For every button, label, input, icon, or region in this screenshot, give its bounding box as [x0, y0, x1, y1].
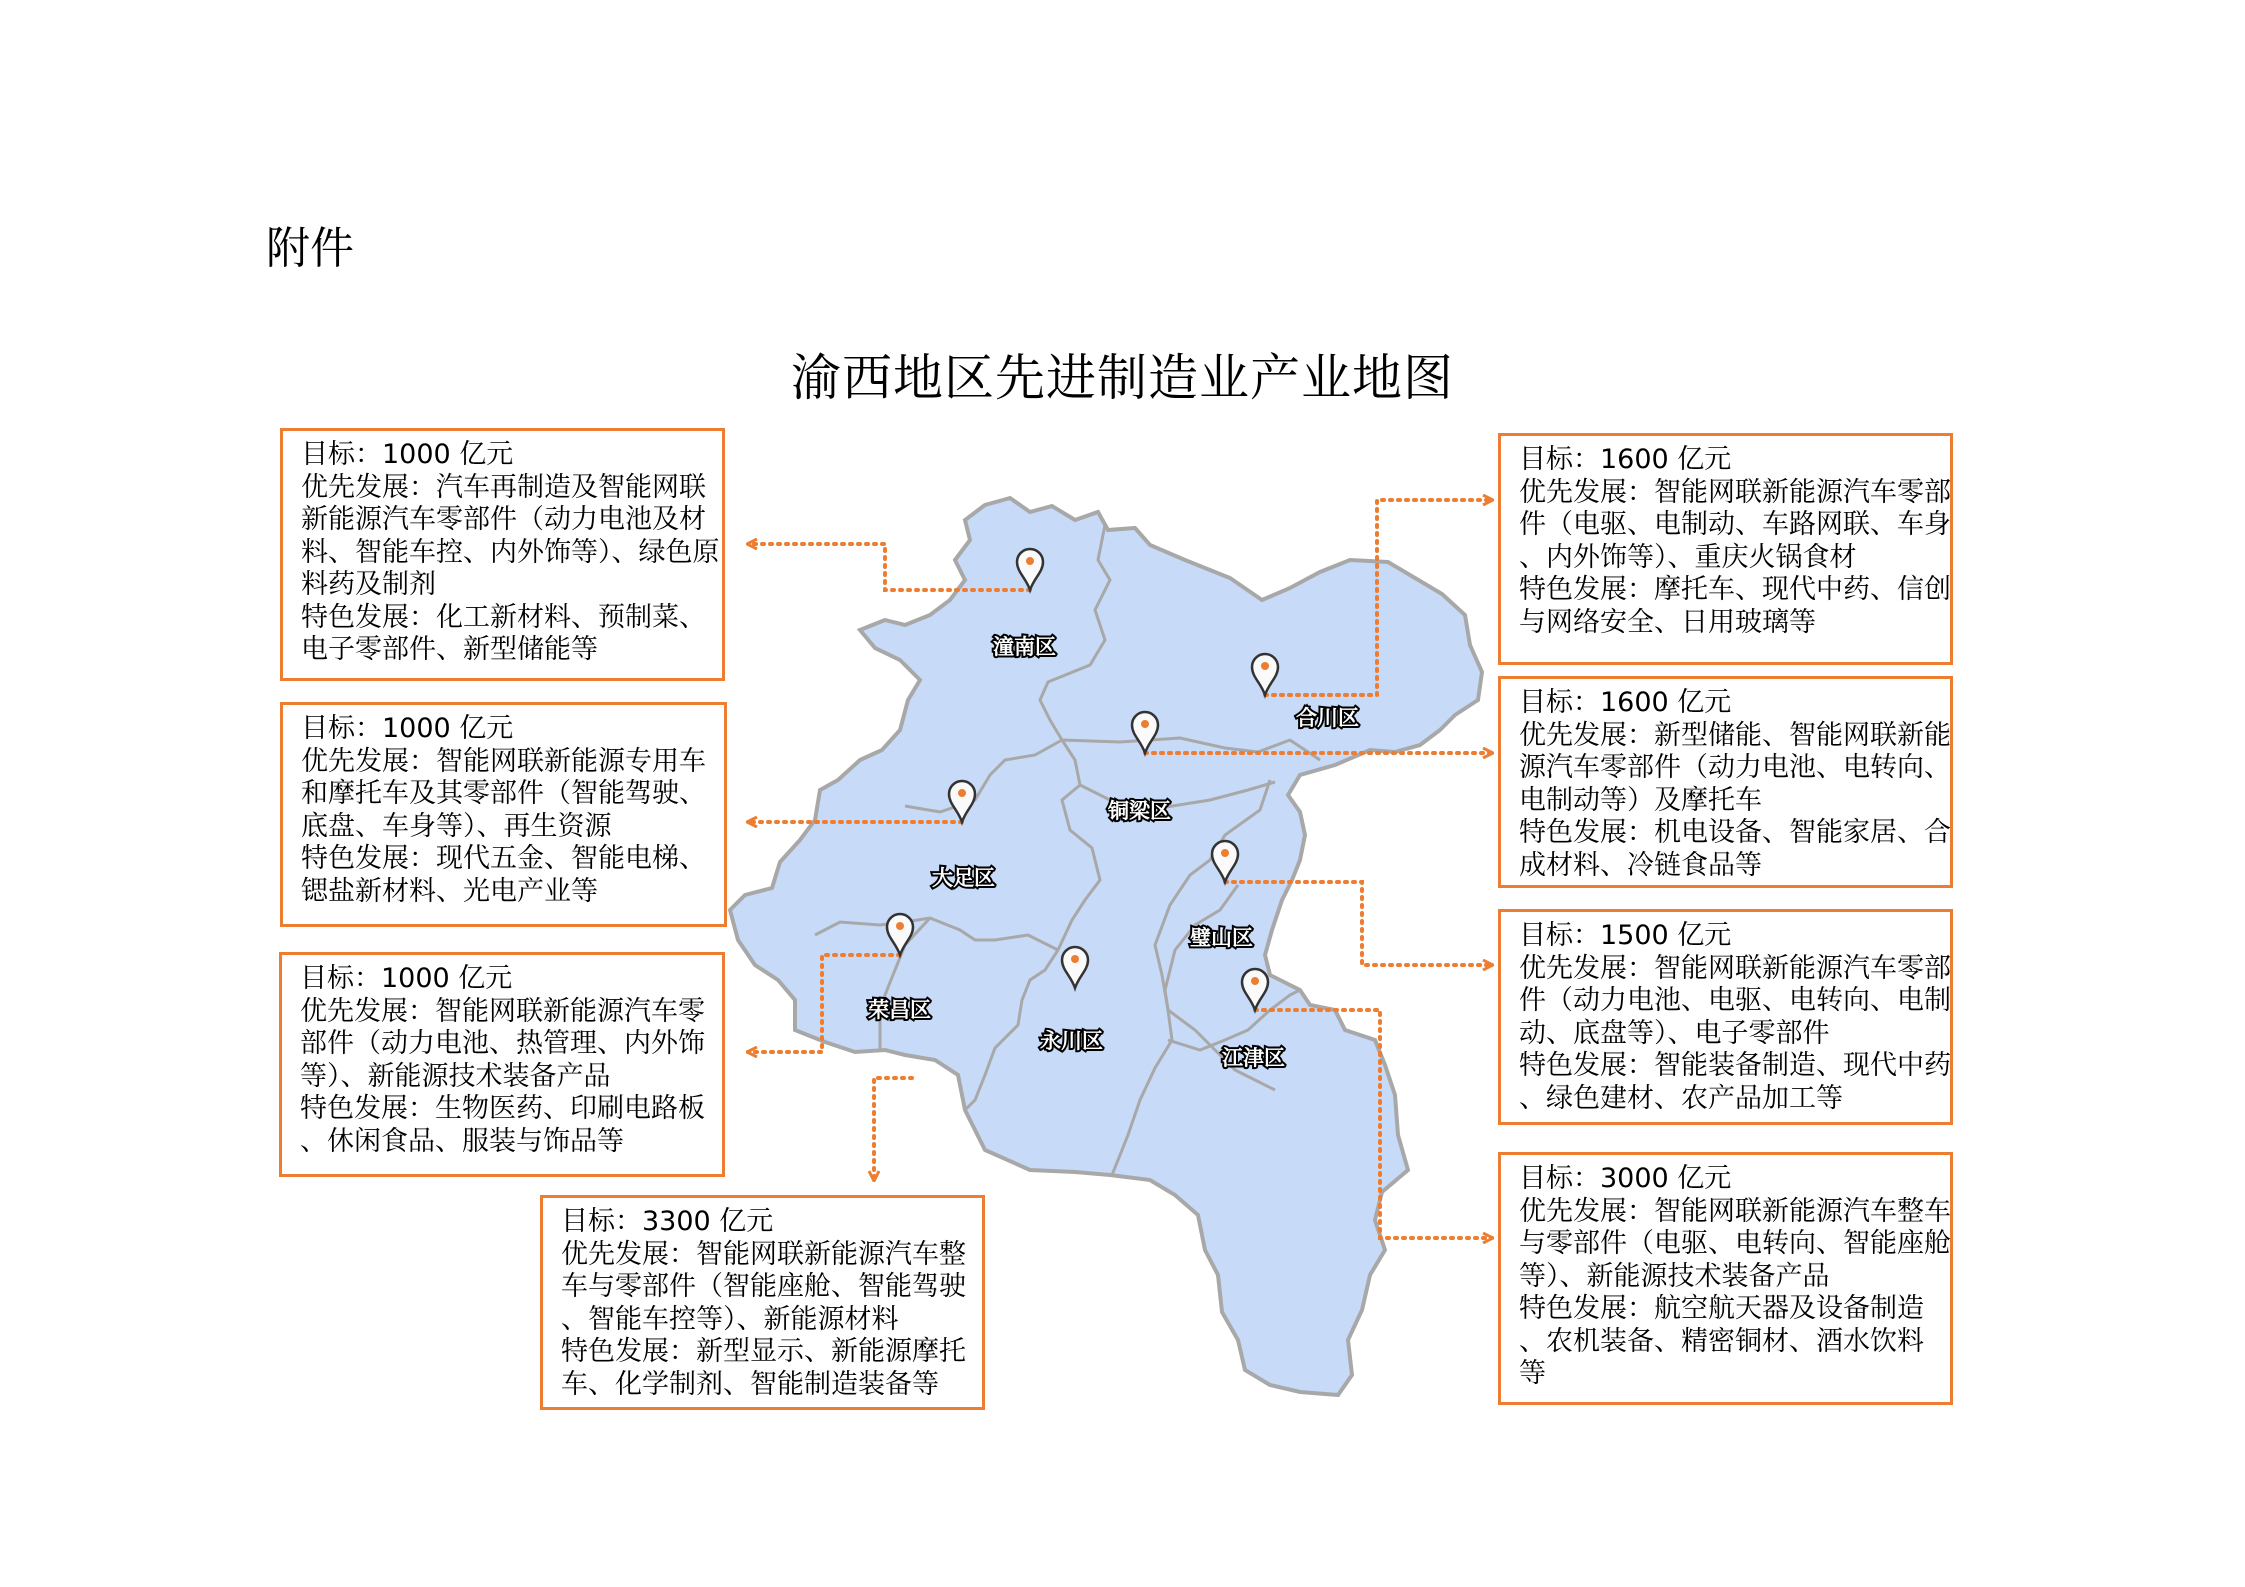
info-line: 动、底盘等）、电子零部件 — [1519, 1017, 1830, 1049]
info-line: 底盘、车身等）、再生资源 — [301, 810, 612, 842]
info-box-yongchuan — [540, 1195, 985, 1410]
info-line: 特色发展：新型显示、新能源摩托 — [561, 1336, 966, 1367]
info-line: 目标：1500 亿元 — [1519, 920, 1732, 951]
info-line: 等）、新能源技术装备产品 — [300, 1060, 611, 1092]
info-line: 车与零部件（智能座舱、智能驾驶 — [561, 1271, 966, 1302]
info-line: 优先发展：智能网联新能源专用车 — [301, 745, 706, 777]
info-line: 、智能车控等）、新能源材料 — [561, 1303, 899, 1335]
info-line: 和摩托车及其零部件（智能驾驶、 — [301, 778, 706, 809]
info-box-dazu — [280, 702, 727, 927]
info-line: 目标：3000 亿元 — [1519, 1163, 1732, 1194]
district-label-jiangjin: 江津区 — [1222, 1046, 1285, 1070]
info-line: 特色发展：摩托车、现代中药、信创 — [1519, 574, 1951, 605]
info-box-rongchang — [279, 952, 725, 1177]
info-line: 件（动力电池、电驱、电转向、电制 — [1519, 985, 1951, 1016]
map-title: 渝西地区先进制造业产业地图 — [791, 349, 1454, 407]
info-line: 优先发展：智能网联新能源汽车零部 — [1519, 952, 1951, 984]
info-line: 目标：1000 亿元 — [300, 963, 513, 994]
info-line: 电制动等）及摩托车 — [1519, 784, 1762, 816]
info-line: 、绿色建材、农产品加工等 — [1519, 1082, 1843, 1114]
info-line: 电子零部件、新型储能等 — [301, 634, 598, 665]
info-line: 特色发展：化工新材料、预制菜、 — [301, 601, 706, 633]
info-line: 优先发展：智能网联新能源汽车整车 — [1519, 1195, 1951, 1227]
info-line: 料、智能车控、内外饰等）、绿色原 — [301, 536, 720, 568]
info-line: 新能源汽车零部件（动力电池及材 — [301, 504, 706, 535]
info-line: 、农机装备、精密铜材、酒水饮料 — [1519, 1325, 1924, 1357]
info-line: 目标：3300 亿元 — [561, 1206, 774, 1237]
district-label-hechuan: 合川区 — [1296, 706, 1359, 730]
info-box-tongliang — [1498, 676, 1953, 888]
info-line: 特色发展：机电设备、智能家居、合 — [1519, 817, 1951, 848]
district-label-rongchang: 荣昌区 — [868, 998, 931, 1022]
info-line: 特色发展：智能装备制造、现代中药 — [1519, 1050, 1951, 1081]
info-line: 锶盐新材料、光电产业等 — [301, 875, 598, 907]
district-label-bishan: 璧山区 — [1190, 926, 1253, 950]
info-line: 与零部件（电驱、电转向、智能座舱 — [1519, 1228, 1951, 1259]
info-box-bishan — [1498, 909, 1953, 1125]
info-line: 优先发展：智能网联新能源汽车零 — [300, 995, 705, 1027]
connector-yongchuan — [874, 1078, 912, 1180]
info-line: 特色发展：现代五金、智能电梯、 — [301, 843, 706, 874]
info-line: 目标：1600 亿元 — [1519, 687, 1732, 718]
district-label-dazu: 大足区 — [932, 866, 995, 890]
district-label-yongchuan: 永川区 — [1040, 1029, 1103, 1053]
info-line: 目标：1000 亿元 — [301, 713, 514, 744]
info-line: 优先发展：汽车再制造及智能网联 — [301, 471, 706, 503]
info-line: 车、化学制剂、智能制造装备等 — [561, 1368, 939, 1400]
info-line: 件（电驱、电制动、车路网联、车身 — [1519, 509, 1951, 540]
district-label-tongnan: 潼南区 — [993, 635, 1056, 659]
info-line: 等）、新能源技术装备产品 — [1519, 1260, 1830, 1292]
info-line: 目标：1600 亿元 — [1519, 444, 1732, 475]
info-line: 优先发展：智能网联新能源汽车整 — [561, 1238, 966, 1270]
info-line: 成材料、冷链食品等 — [1519, 849, 1762, 881]
info-box-hechuan — [1498, 433, 1953, 665]
info-line: 、休闲食品、服装与饰品等 — [300, 1125, 624, 1157]
info-line: 与网络安全、日用玻璃等 — [1519, 606, 1816, 638]
info-line: 、内外饰等）、重庆火锅食材 — [1519, 541, 1857, 573]
info-line: 源汽车零部件（动力电池、电转向、 — [1519, 752, 1951, 783]
info-line: 目标：1000 亿元 — [301, 439, 514, 470]
district-label-tongliang: 铜梁区 — [1108, 799, 1171, 823]
info-line: 优先发展：新型储能、智能网联新能 — [1519, 719, 1951, 751]
info-line: 部件（动力电池、热管理、内外饰 — [300, 1028, 705, 1059]
info-line: 特色发展：生物医药、印刷电路板 — [300, 1093, 705, 1124]
info-box-jiangjin — [1498, 1152, 1953, 1405]
info-line: 特色发展：航空航天器及设备制造 — [1519, 1293, 1924, 1324]
info-line: 料药及制剂 — [301, 569, 436, 600]
attachment-label: 附件 — [266, 223, 354, 274]
info-line: 等 — [1519, 1358, 1546, 1389]
info-box-tongnan — [280, 428, 725, 681]
info-line: 优先发展：智能网联新能源汽车零部 — [1519, 476, 1951, 508]
